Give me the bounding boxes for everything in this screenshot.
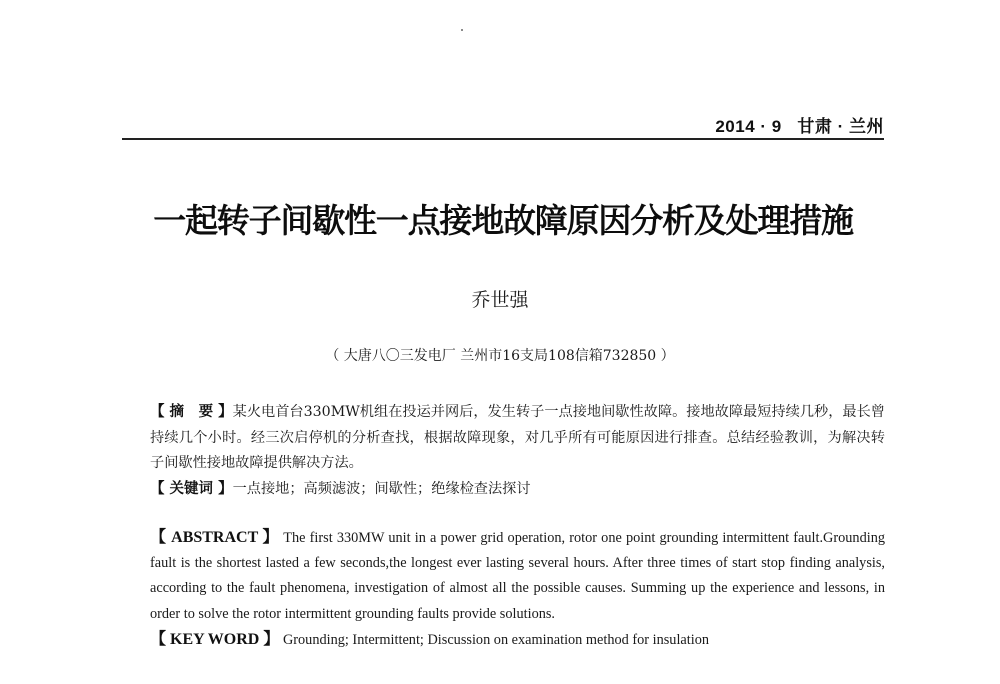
abstract-cn-text: 某火电首台330MW机组在投运并网后，发生转子一点接地间歇性故障。接地故障最短持续几秒，最长曾持续几个小时。经三次启停机的分析查找，根据故障现象，对几乎所有可能原因进行排查。总结经验教训，为解决转子间歇性接地故障提供解决方法。 <box>150 404 885 471</box>
chinese-abstract-block <box>123 400 885 502</box>
keywords-cn-label: 【 关键词 】 <box>150 480 233 497</box>
article-author: 乔世强 <box>471 289 529 311</box>
header-issue: 2014 · 9 <box>715 117 782 136</box>
author-affiliation: （ 大唐八〇三发电厂 兰州市16支局108信箱732850 ） <box>325 348 675 364</box>
keywords-en-text: Grounding; Intermittent; Discussion on examination method for insulation <box>282 631 710 648</box>
abstract-cn-label: 【 摘 要 】 <box>150 404 233 420</box>
abstract-en-label: 【 ABSTRACT 】 <box>150 529 280 546</box>
running-header <box>715 112 884 137</box>
scan-speck <box>461 29 463 31</box>
english-abstract-block <box>123 525 885 653</box>
header-rule <box>122 138 884 140</box>
abstract-en <box>123 525 885 627</box>
keywords-en <box>123 627 885 653</box>
article-title: 一起转子间歇性一点接地故障原因分析及处理措施 <box>153 201 853 240</box>
header-location: 甘肃 · 兰州 <box>797 117 884 136</box>
abstract-en-text: The first 330MW unit in a power grid operation, rotor one point grounding intermittent fault.Grounding fault is the shortest lasted a few seconds,the longest ever lasting several hours. After three times of start stop finding analysis, according to the fault phenomena, investigation of almost all the possible causes. Summing up the experience and lessons, in order to solve the rotor intermittent grounding faults provide solutions. <box>150 530 885 622</box>
keywords-en-label: 【 KEY WORD 】 <box>150 630 280 648</box>
abstract-cn <box>123 400 885 477</box>
keywords-cn-text: 一点接地；高频滤波；间歇性；绝缘检查法探讨 <box>232 480 531 497</box>
keywords-cn <box>123 477 885 503</box>
